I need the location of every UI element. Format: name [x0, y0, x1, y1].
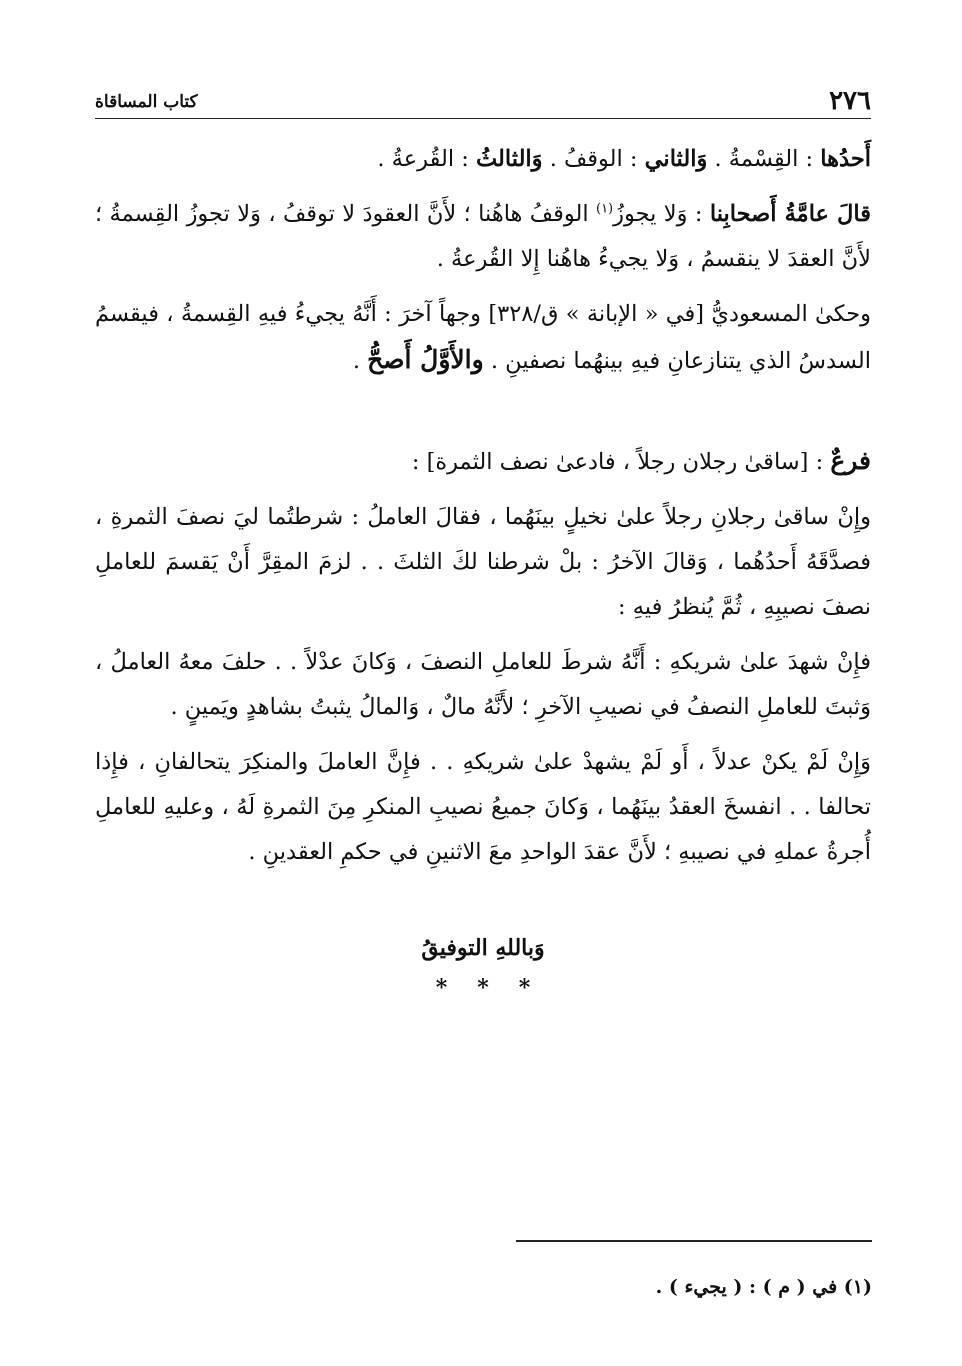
section-heading: فرعٌ : [ساقىٰ رجلان رجلاً ، فادعىٰ نصف الثمرة] : [411, 446, 871, 475]
footnote-marker[interactable]: (١) [595, 201, 614, 217]
page-number: ٢٧٦ [829, 86, 871, 116]
page [95, 80, 871, 1001]
page-body [95, 137, 871, 875]
conclusion-phrase: والأَوَّلُ أَصحُّ [367, 345, 484, 374]
star-icon: * [518, 975, 531, 1001]
closing-phrase: وَباللهِ التوفيقُ [421, 935, 545, 961]
footnote: (١) في ( م ) : ( يجيء ) . [655, 1276, 872, 1298]
star-icon: * [435, 975, 448, 1001]
heading-phrase: قالَ عامَّةُ أَصحابِنا [709, 201, 872, 227]
paragraph-3: وحكىٰ المسعوديُّ [في « الإبانة » ق/٣٢٨] وجهاً آخرَ : أَنَّهُ يجيءُ فيهِ القِسمةُ ، فيقسمُ السدسُ الذي يتنازعانِ فيهِ بينهُما نصفينِ . والأَوَّلُ أَصحُّ . [95, 301, 872, 374]
book-title: كتاب المساقاة [95, 92, 198, 112]
star-icon: * [477, 975, 489, 1001]
term-second: وَالثاني [644, 146, 708, 172]
paragraph-2: قالَ عامَّةُ أَصحابِنا : وَلا يجوزُ$^{(١)}$ الوقفُ هاهُنا ؛ لأَنَّ العقودَ لا توقفُ ، وَلا تجوزُ القِسمةُ ؛ لأَنَّ العقدَ لا ينقسمُ ، وَلا يجيءُ هاهُنا إِلا القُرعةُ . [95, 201, 872, 272]
paragraph-1: أَحدُها : القِسْمةُ . وَالثاني : الوقفُ . وَالثالثُ : القُرعةُ . [377, 146, 871, 172]
term-first: أَحدُها [820, 146, 871, 172]
footnote-divider [516, 1240, 872, 1242]
page-header [95, 80, 871, 119]
paragraph-6: فإِنْ شهدَ علىٰ شريكهِ : أَنَّهُ شرطَ للعاملِ النصفَ ، وَكانَ عدْلاً . . حلفَ معهُ العاملُ ، وَثبتَ للعاملِ النصفُ في نصيبِ الآخرِ ؛ لأَنَّهُ مالٌ ، وَالمالُ يثبتُ بشاهدٍ ويَمينٍ . [95, 649, 871, 720]
section-label: فرعٌ [830, 446, 871, 475]
paragraph-5: وإِنْ ساقىٰ رجلانِ رجلاً علىٰ نخيلٍ بينَهُما ، فقالَ العاملُ : شرطتُما ليَ نصفَ الثمرةِ ، فصدَّقَهُ أَحدُهُما ، وَقالَ الآخرُ : بلْ شرطنا لكَ الثلثَ . . لزمَ المقِرَّ أَنْ يَقسمَ للعاملِ نصفَ نصيبِهِ ، ثُمَّ يُنظرُ فيهِ : [95, 504, 871, 620]
paragraph-7: وَإِنْ لَمْ يكنْ عدلاً ، أَو لَمْ يشهدْ علىٰ شريكهِ . . فإِنَّ العاملَ والمنكِرَ يتحالفانِ ، فإِذا تحالفا . . انفسخَ العقدُ بينَهُما ، وَكانَ جميعُ نصيبِ المنكرِ مِنَ الثمرةِ لَهُ ، وعليهِ للعاملِ أُجرةُ عملهِ في نصيبهِ ؛ لأَنَّ عقدَ الواحدِ معَ الاثنينِ في حكمِ العقدينِ . [95, 749, 871, 865]
term-third: وَالثالثُ [475, 146, 543, 172]
star-separator [95, 975, 871, 1001]
